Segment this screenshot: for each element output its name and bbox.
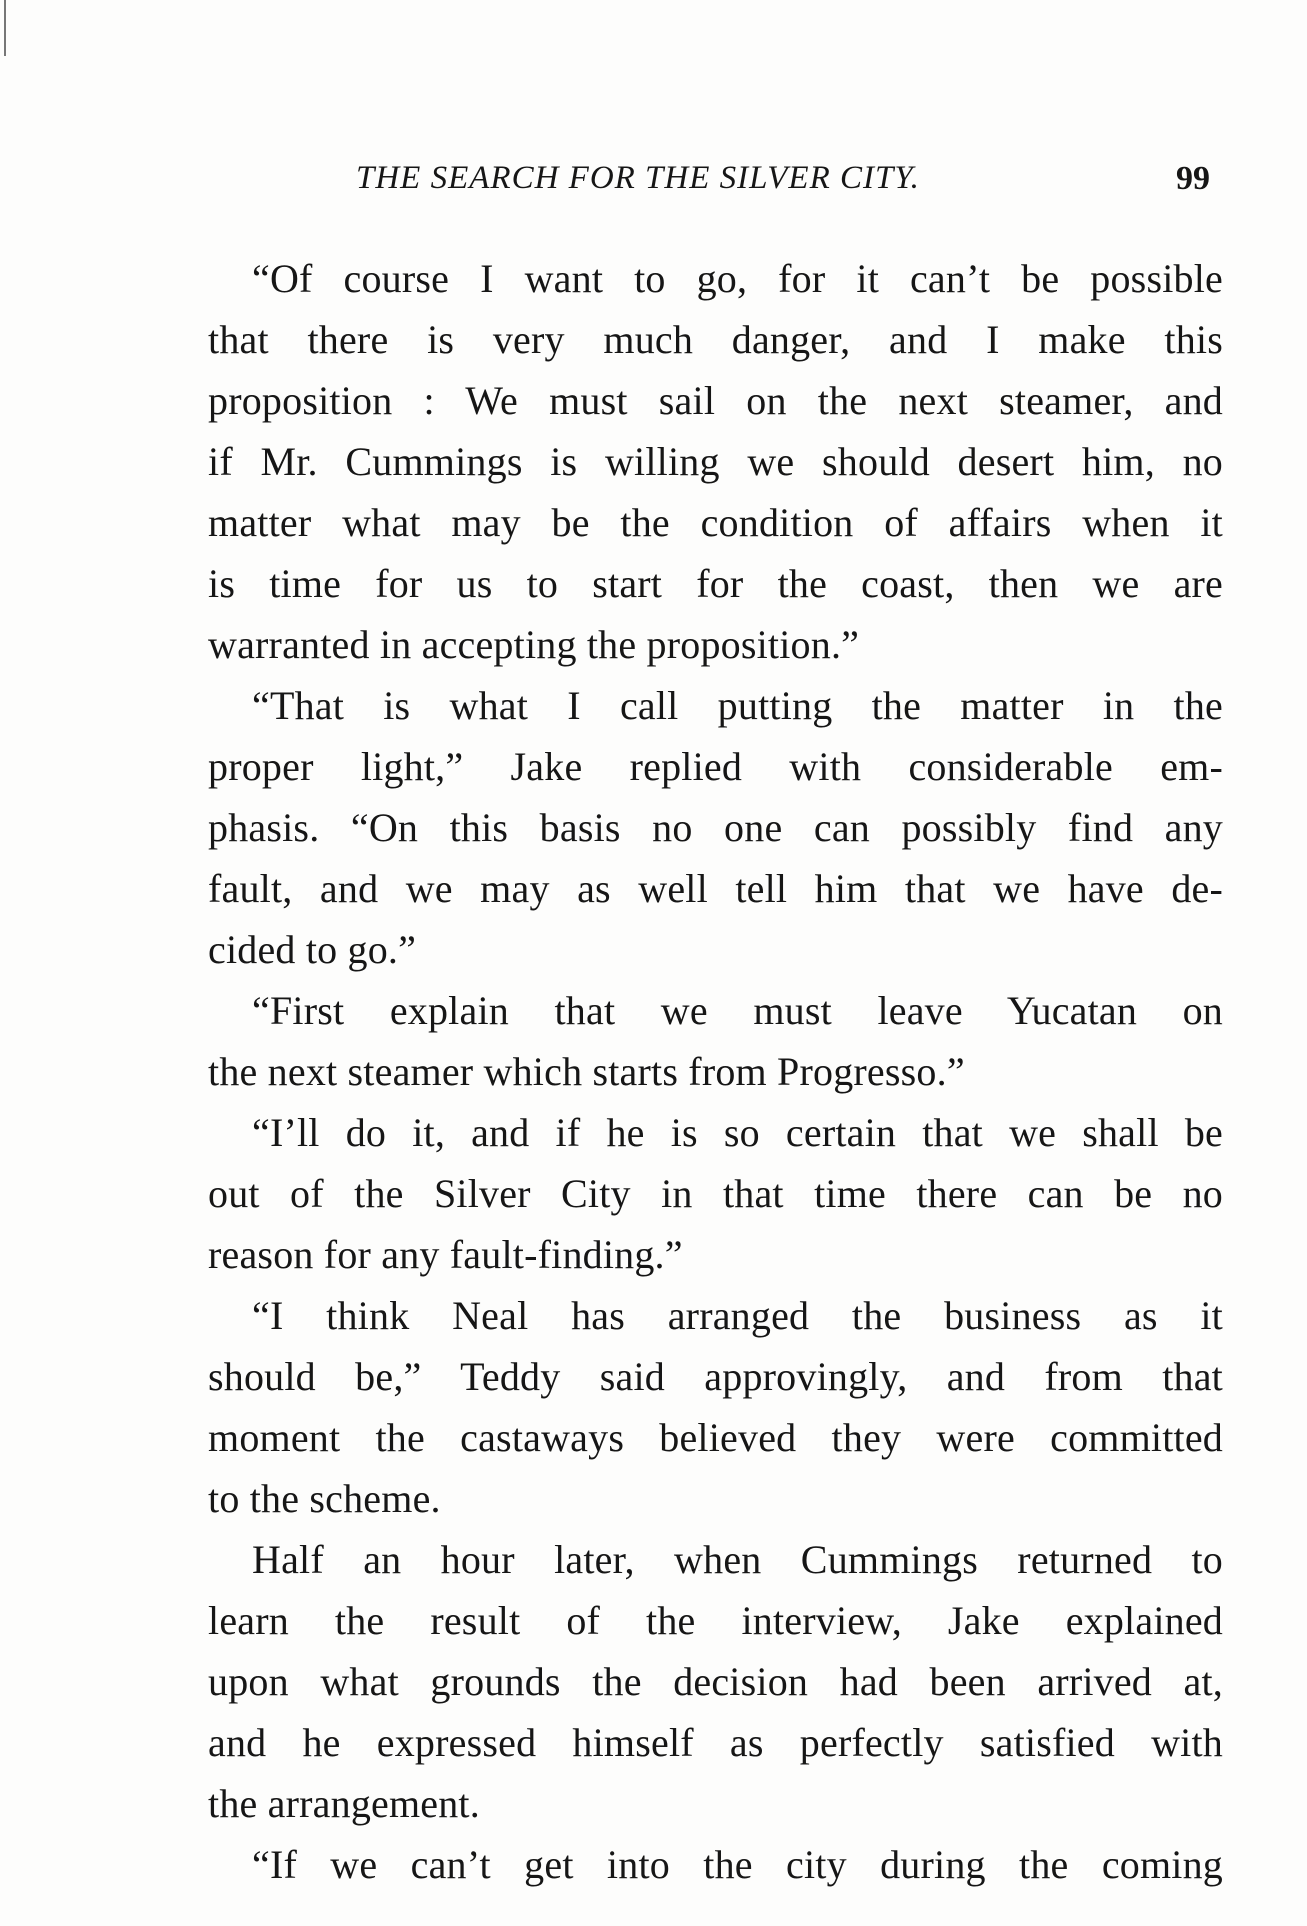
- text-line: Half an hour later, when Cummings returned to: [252, 1537, 1223, 1582]
- text-line: the arrangement.: [208, 1781, 480, 1826]
- running-head: [0, 160, 1307, 200]
- text-line: upon what grounds the decision had been arrived at,: [208, 1659, 1223, 1704]
- text-line: the next steamer which starts from Progresso.”: [208, 1049, 965, 1094]
- text-line: phasis. “On this basis no one can possibly find any: [208, 805, 1223, 850]
- text-line: that there is very much danger, and I make this: [208, 317, 1223, 362]
- text-line: proper light,” Jake replied with considerable em-: [208, 744, 1223, 789]
- text-line: cided to go.”: [208, 927, 417, 972]
- text-line: proposition : We must sail on the next steamer, and: [208, 378, 1223, 423]
- text-line: out of the Silver City in that time there can be no: [208, 1171, 1223, 1216]
- text-line: to the scheme.: [208, 1476, 441, 1521]
- text-line: reason for any fault-finding.”: [208, 1232, 683, 1277]
- text-line: “That is what I call putting the matter in the: [252, 683, 1223, 728]
- text-line: “First explain that we must leave Yucatan on: [252, 988, 1223, 1033]
- text-line: moment the castaways believed they were committed: [208, 1415, 1223, 1460]
- text-line: matter what may be the condition of affairs when it: [208, 500, 1223, 545]
- text-line: “Of course I want to go, for it can’t be possible: [252, 256, 1223, 301]
- running-title: THE SEARCH FOR THE SILVER CITY.: [356, 160, 920, 196]
- body-text: [208, 248, 1223, 1895]
- text-line: is time for us to start for the coast, then we are: [208, 561, 1223, 606]
- scan-edge-mark: [4, 0, 6, 56]
- text-line: should be,” Teddy said approvingly, and from that: [208, 1354, 1223, 1399]
- text-line: fault, and we may as well tell him that we have de-: [208, 866, 1223, 911]
- text-line: “I’ll do it, and if he is so certain that we shall be: [252, 1110, 1223, 1155]
- text-line: “If we can’t get into the city during the coming: [252, 1842, 1223, 1887]
- text-line: and he expressed himself as perfectly satisfied with: [208, 1720, 1223, 1765]
- page-number: 99: [1176, 160, 1210, 197]
- text-line: if Mr. Cummings is willing we should desert him, no: [208, 439, 1223, 484]
- text-line: learn the result of the interview, Jake explained: [208, 1598, 1223, 1643]
- text-line: “I think Neal has arranged the business as it: [252, 1293, 1223, 1338]
- text-line: warranted in accepting the proposition.”: [208, 622, 860, 667]
